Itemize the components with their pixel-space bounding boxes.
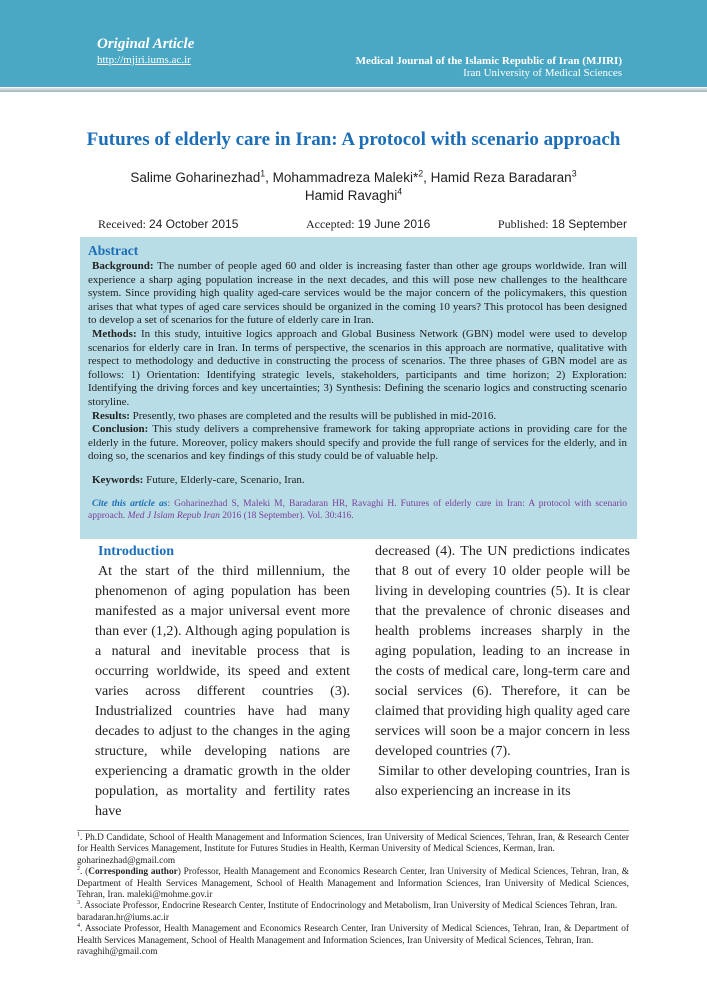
received-date: Received: 24 October 2015 — [98, 217, 239, 231]
abstract-methods: Methods: In this study, intuitive logics approach and Global Business Network (GBN) model were used to develop scenarios for elderly care in Iran. In terms of perspective, the scenarios in this approach are normative, qualitative with respect to methodology and deductive in constructing the process of scenarios. The three phases of GBN model are as follows: 1) Orientation: Identifying strategic levels, stakeholders, participants and time horizon; 2) Exploration: Identifying the driving forces and key uncertainties; 3) Synthesis: Defining the scenario logics and constructing scenario storyline. — [88, 327, 628, 408]
abstract-conclusion: Conclusion: This study delivers a comprehensive framework for taking appropriate actions in providing care for the elderly in the future. Moreover, policy makers should specify and provide the full range of services for the elderly, and in doing so, the scenarios and key findings of this study could be of valuable help. — [88, 423, 627, 463]
author: Mohammadreza Maleki* — [272, 170, 419, 185]
footnote: $^1$. Ph.D Candidate, School of Health Management and Information Sciences, Iran University of Medical Sciences, Tehran, Iran, & Research Center for Health Services Management, Institute for Futures Studies in Health, Kerman University of Medical Sciences, Kerman, Iran. goharinezhad@gmail.com — [77, 831, 629, 866]
footnote: $^2$. (Corresponding author) Professor, Health Management and Economics Research Center, Iran University of Medical Sciences, Tehran, Iran, & Department of Health Services Management, School of Health Management and Information Sciences, Iran University of Medical Sciences, Tehran, Iran. maleki@mohme.gov.ir — [77, 866, 629, 901]
university-name: Iran University of Medical Sciences — [463, 67, 622, 79]
accepted-date: Accepted: 19 June 2016 — [305, 217, 431, 231]
citation: Cite this article as: Goharinezhad S, Maleki M, Baradaran HR, Ravaghi H. Futures of elderly care in Iran: A protocol with scenario approach. Med J Islam Repub Iran 2016 (18 September). Vol. 30:416. — [88, 498, 627, 521]
affil-sup: 3 — [571, 168, 577, 179]
body-columns — [95, 542, 630, 822]
journal-name: Medical Journal of the Islamic Republic of Iran (MJIRI) — [355, 55, 622, 67]
paragraph: Similar to other developing countries, Iran is also experiencing an increase in its — [375, 764, 630, 799]
footnote-divider — [77, 830, 629, 831]
affil-sup: 4 — [397, 186, 403, 197]
article-title: Futures of elderly care in Iran: A protocol with scenario approach — [86, 129, 621, 150]
paragraph: At the start of the third millennium, the phenomenon of aging population has been manifested as a major universal event more than ever (1,2). Although aging population is a natural and inevitable process that is occurring worldwide, its speed and extent varies across different countries (3). Industrialized countries have had many decades to adjust to the changes in the aging structure, while developing nations are experiencing a dramatic growth in the older population, as mortality and fertility rates have — [95, 564, 350, 819]
abstract-background: Background: The number of people aged 60 and older is increasing faster than other age groups worldwide. Iran will experience a sharp aging population increase in the next decades, and this will pose new challenges to the healthcare system. Since providing high quality aged-care services would be the major concern of the policymakers, this question arises that what types of aged care services should be organized in the coming 10 years? This protocol has been designed to develop a set of scenarios for the future of elderly care in Iran. — [88, 260, 627, 327]
paragraph: decreased (4). The UN predictions indicates that 8 out of every 10 older people will be living in developing countries (5). It is clear that the prevalence of chronic diseases and health problems increases sharply in the aging population, leading to an increase in the costs of medical care, long-term care and social services (6). Therefore, it can be claimed that providing high quality aged care services will soon be a major concern in less developed countries (7). — [375, 544, 630, 759]
footnote: $^4$. Associate Professor, Health Management and Economics Research Center, Iran University of Medical Sciences, Tehran, Iran, & Department of Health Services Management, School of Health Management and Information Sciences, Iran University of Medical Sciences, Tehran, Iran. ravaghih@gmail.com — [77, 923, 629, 958]
affil-sup: 1 — [260, 168, 266, 179]
author: Hamid Ravaghi — [304, 188, 398, 203]
keywords: Keywords: Future, Elderly-care, Scenario, Iran. — [92, 473, 305, 486]
abstract-box — [80, 237, 637, 539]
abstract-heading: Abstract — [88, 243, 139, 258]
author: Hamid Reza Baradaran — [430, 170, 572, 185]
article-type: Original Article — [97, 36, 195, 52]
introduction-heading: Introduction — [98, 544, 174, 559]
author: Salime Goharinezhad — [130, 170, 261, 185]
author-list: Salime Goharinezhad$^1$, Mohammadreza Maleki*$^2$, Hamid Reza Baradaran$^3$ Hamid Ravaghi$^4$ — [130, 168, 577, 203]
footnote: $^3$. Associate Professor, Endocrine Research Center, Institute of Endocrinology and Metabolism, Iran University of Medical Sciences Tehran, Iran. baradaran.hr@iums.ac.ir — [77, 900, 618, 923]
journal-url-link[interactable]: http://mjiri.iums.ac.ir — [97, 54, 191, 66]
published-date: Published: 18 September — [497, 217, 627, 231]
affil-sup: 2 — [418, 168, 424, 179]
dates-row — [98, 217, 627, 231]
abstract-results: Results: Presently, two phases are completed and the results will be published in mid-2016. — [92, 409, 497, 422]
footnotes — [77, 833, 629, 958]
